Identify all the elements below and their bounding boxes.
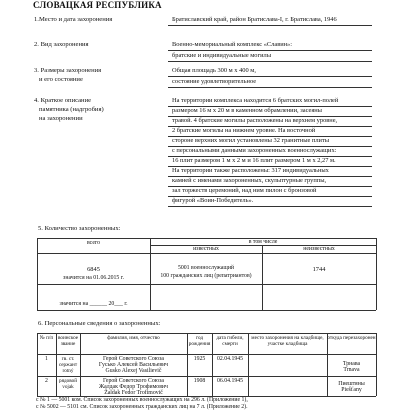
- header-origin: откуда перезахоронен: [327, 335, 376, 341]
- table-border: [37, 333, 376, 334]
- burial-type-value-2: братские и индивидуальные могилы: [172, 52, 272, 59]
- divider: [168, 25, 372, 26]
- divider: [168, 87, 372, 88]
- header-death: дата гибели, смерти: [216, 335, 244, 347]
- header-unknown: неизвестных: [303, 246, 335, 252]
- description-line: На территории также расположены: 317 индивидуальных: [172, 167, 329, 174]
- table-border: [37, 354, 376, 355]
- divider: [168, 50, 372, 51]
- row-num: 2: [45, 378, 48, 384]
- description-line: камней с именами захороненных, скульптурные группы,: [172, 177, 327, 184]
- known-civilian: 100 гражданских лиц (репатриантов): [160, 273, 252, 279]
- header-year: год рождения: [188, 335, 211, 347]
- row-name: Герой Советского Союза: [102, 356, 164, 362]
- row-num: 1: [45, 356, 48, 362]
- table-border: [150, 284, 151, 310]
- row-rank: rotný: [62, 368, 74, 374]
- row-name: Гусько Алексей Васильевич: [98, 362, 169, 368]
- unknown-count: 1744: [312, 266, 326, 273]
- total-date-note: значится на 01.06.2015 г.: [63, 275, 124, 281]
- table-border: [37, 284, 376, 285]
- header-rank: воинское звание: [57, 335, 79, 347]
- description-line: фигурой «Воин-Победитель».: [172, 197, 254, 204]
- burial-type-value-1: Военно-мемориальный комплекс «Славин»:: [172, 41, 293, 48]
- table-border: [262, 284, 263, 310]
- description-line: 2 братские могилы на нижнем уровне. На восточной: [172, 127, 316, 134]
- size-label-1: 3. Размеры захоронения: [34, 67, 102, 74]
- description-line: размером 16 м х 20 м в каменном обрамлении, засеяны: [172, 107, 322, 114]
- table-border: [376, 284, 377, 310]
- row-name: Жалдак Федор Трофимович: [99, 384, 168, 390]
- burial-type-label: 2. Вид захоронения: [34, 41, 89, 48]
- row-name: Žaldak Fedor Trofimovič: [104, 390, 163, 396]
- row-death: 02.04.1945: [216, 356, 244, 362]
- row-origin: Пиештяны: [338, 381, 365, 387]
- header-name: фамилия, имя, отчество: [107, 335, 160, 341]
- table-border: [37, 376, 376, 377]
- personal-info-label: 6. Персональные сведения о захороненных:: [38, 320, 161, 327]
- row-rank: vojak: [62, 384, 74, 390]
- size-value-1: Общая площадь 300 м х 400 м,: [172, 67, 256, 74]
- row-rank: рядовой: [59, 378, 77, 384]
- row-name: Герой Советского Союза: [102, 378, 164, 384]
- description-label-3: на захоронении: [39, 115, 83, 122]
- header-num: № п/п: [39, 335, 54, 341]
- country-title: СЛОВАЦКАЯ РЕСПУБЛИКА: [33, 0, 162, 10]
- table-border: [376, 238, 377, 284]
- description-line: с персональными данными захороненных военнослужащих:: [172, 147, 337, 154]
- total-count: 6845: [87, 266, 100, 273]
- row-origin: Trnava: [343, 367, 360, 373]
- header-known: известных: [193, 246, 219, 252]
- description-line: На территории комплекса находится 6 братских могил-полей: [172, 97, 339, 104]
- row-year: 1925: [193, 356, 206, 362]
- row-rank: сержант: [58, 362, 78, 368]
- divider: [168, 76, 372, 77]
- description-line: 16 плит размером 1 м х 2 м и 16 плит размером 1 м х 2,27 м.: [172, 157, 336, 164]
- table-border: [376, 333, 377, 396]
- row-origin: Piešťany: [341, 387, 362, 393]
- count-label: 5. Количество захороненных:: [38, 225, 121, 232]
- table-border: [37, 253, 376, 254]
- header-total: всего: [86, 240, 101, 246]
- row-name: Gusko Alexej Vasilievič: [105, 368, 162, 374]
- burial-place-value: Братиславский край, район Братислава-I, г. Братислава, 1946: [172, 16, 337, 23]
- table-border: [37, 310, 376, 311]
- divider: [168, 206, 372, 207]
- known-military: 5001 военнослужащий: [177, 265, 235, 271]
- description-label-1: 4. Краткое описание: [34, 97, 92, 104]
- size-label-2: и его состояние: [39, 76, 83, 83]
- header-including: в том числе: [248, 239, 278, 245]
- footer-note-2: с № 5002 — 5101 см. Список захороненных гражданских лиц на 7 л. (Приложение 2).: [36, 404, 248, 410]
- table-border: [37, 333, 38, 396]
- footer-note-1: с № 1 — 5001 ком. Список захороненных военнослужащих на 296 л. (Приложение 1),: [36, 397, 248, 403]
- row-origin: Трнава: [342, 361, 361, 367]
- size-value-2: состояние удовлетворительное: [172, 78, 257, 85]
- description-line: стороне верхних могил установлены 32 гранитные плиты: [172, 137, 330, 144]
- description-label-2: памятника (надгробия): [39, 106, 104, 113]
- burial-place-label: 1.Место и дата захоронения: [34, 16, 113, 23]
- blank-date-note: значится на ______ 20___ г.: [59, 301, 128, 307]
- description-line: травой. 4 братские могилы расположены на верхнем уровне,: [172, 117, 338, 124]
- description-line: зал торжеств церемоний, над ним пилон с бронзовой: [172, 187, 317, 194]
- row-death: 06.04.1945: [216, 378, 244, 384]
- divider: [168, 61, 372, 62]
- header-place: место захоронения на кладбище, участке кладбища: [251, 335, 324, 347]
- row-year: 1908: [193, 378, 206, 384]
- row-rank: гв. ст.: [61, 356, 75, 362]
